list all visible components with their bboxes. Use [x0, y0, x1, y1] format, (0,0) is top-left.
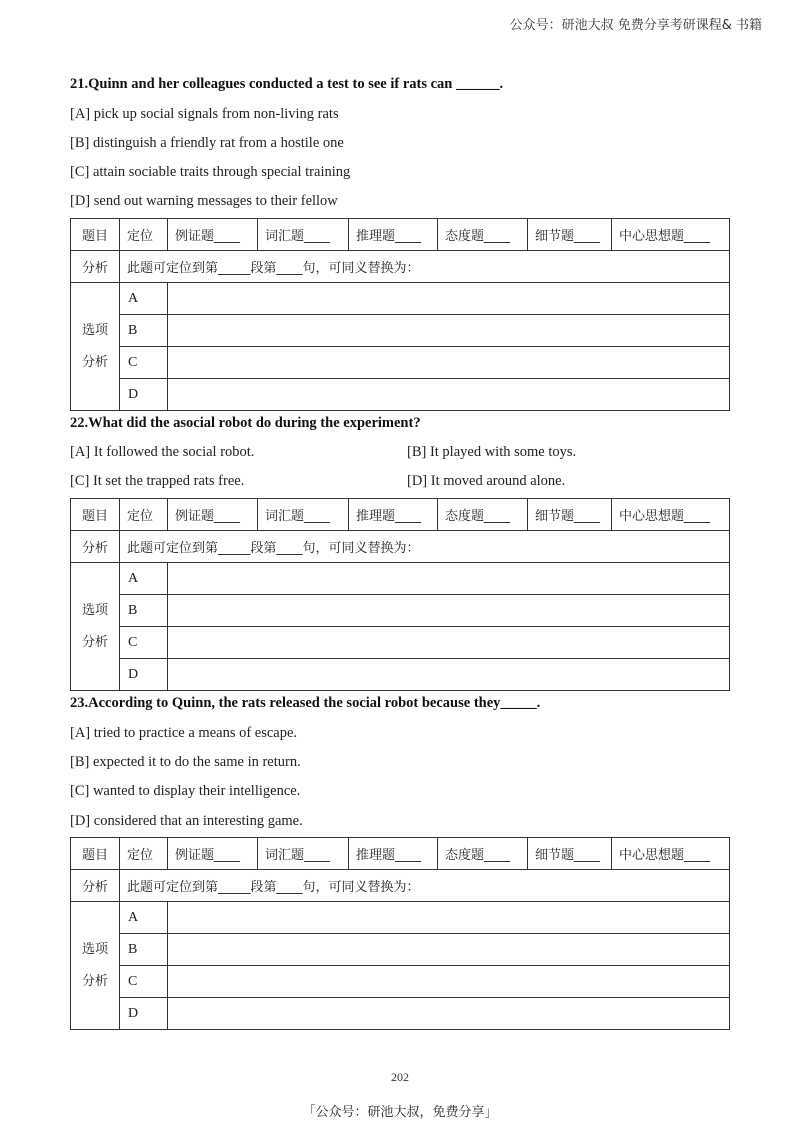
type-main-idea: 中心思想题____	[612, 219, 730, 251]
question-23-option-a: [A] tried to practice a means of escape.	[70, 725, 298, 741]
question-21-title: 21.Quinn and her colleagues conducted a test to see if rats can ______.	[70, 76, 504, 92]
option-d-answer-cell[interactable]	[168, 379, 730, 411]
type-locate: 定位	[120, 499, 168, 531]
option-c-answer-cell[interactable]	[168, 347, 730, 379]
label-cell: 分析	[71, 870, 120, 902]
type-example: 例证题____	[168, 219, 258, 251]
option-d-answer-cell[interactable]	[168, 998, 730, 1030]
question-23-option-b: [B] expected it to do the same in return.	[70, 754, 301, 770]
option-letter-c: C	[120, 627, 168, 659]
option-analysis-label: 选项 分析	[71, 283, 120, 411]
type-locate: 定位	[120, 219, 168, 251]
option-letter-a: A	[120, 563, 168, 595]
header-note: 公众号：研池大叔 免费分享考研课程& 书籍	[509, 18, 762, 33]
question-22-option-c: [C] It set the trapped rats free.	[70, 473, 245, 489]
type-main-idea: 中心思想题____	[612, 838, 730, 870]
option-analysis-label: 选项 分析	[71, 563, 120, 691]
type-detail: 细节题____	[528, 219, 612, 251]
question-21-option-d: [D] send out warning messages to their fellow	[70, 193, 338, 209]
option-letter-c: C	[120, 347, 168, 379]
question-23-title: 23.According to Quinn, the rats released the social robot because they_____.	[70, 695, 541, 711]
question-22-option-d: [D] It moved around alone.	[407, 473, 566, 489]
type-example: 例证题____	[168, 499, 258, 531]
question-22-title: 22.What did the asocial robot do during the experiment?	[70, 415, 421, 431]
type-vocabulary: 词汇题____	[258, 219, 349, 251]
question-22-option-a: [A] It followed the social robot.	[70, 444, 255, 460]
label-cell: 题目	[71, 219, 120, 251]
question-21-option-b: [B] distinguish a friendly rat from a hostile one	[70, 135, 344, 151]
option-letter-b: B	[120, 595, 168, 627]
label-cell: 题目	[71, 499, 120, 531]
analysis-table-22	[70, 498, 730, 691]
label-cell: 分析	[71, 531, 120, 563]
type-main-idea: 中心思想题____	[612, 499, 730, 531]
type-example: 例证题____	[168, 838, 258, 870]
option-letter-a: A	[120, 902, 168, 934]
question-21-option-c: [C] attain sociable traits through special training	[70, 164, 351, 180]
option-letter-a: A	[120, 283, 168, 315]
footer-note: 「公众号：研池大叔，免费分享」	[302, 1105, 498, 1120]
type-detail: 细节题____	[528, 499, 612, 531]
option-letter-c: C	[120, 966, 168, 998]
type-vocabulary: 词汇题____	[258, 499, 349, 531]
option-letter-b: B	[120, 315, 168, 347]
option-letter-d: D	[120, 379, 168, 411]
analysis-table-23	[70, 837, 730, 1030]
question-23-option-c: [C] wanted to display their intelligence.	[70, 783, 301, 799]
page-number: 202	[391, 1070, 409, 1084]
type-attitude: 态度题____	[438, 499, 528, 531]
type-vocabulary: 词汇题____	[258, 838, 349, 870]
option-b-answer-cell[interactable]	[168, 934, 730, 966]
analysis-table-21	[70, 218, 730, 411]
locate-text: 此题可定位到第_____段第____句，可同义替换为：	[120, 531, 730, 563]
option-letter-b: B	[120, 934, 168, 966]
option-c-answer-cell[interactable]	[168, 966, 730, 998]
type-inference: 推理题____	[349, 219, 438, 251]
option-d-answer-cell[interactable]	[168, 659, 730, 691]
option-a-answer-cell[interactable]	[168, 902, 730, 934]
option-c-answer-cell[interactable]	[168, 627, 730, 659]
option-b-answer-cell[interactable]	[168, 315, 730, 347]
locate-text: 此题可定位到第_____段第____句，可同义替换为：	[120, 251, 730, 283]
label-cell: 分析	[71, 251, 120, 283]
type-attitude: 态度题____	[438, 219, 528, 251]
type-inference: 推理题____	[349, 499, 438, 531]
type-locate: 定位	[120, 838, 168, 870]
option-letter-d: D	[120, 659, 168, 691]
option-letter-d: D	[120, 998, 168, 1030]
option-a-answer-cell[interactable]	[168, 283, 730, 315]
type-attitude: 态度题____	[438, 838, 528, 870]
locate-text: 此题可定位到第_____段第____句，可同义替换为：	[120, 870, 730, 902]
question-23-option-d: [D] considered that an interesting game.	[70, 813, 303, 829]
option-analysis-label: 选项 分析	[71, 902, 120, 1030]
question-22-option-b: [B] It played with some toys.	[407, 444, 577, 460]
label-cell: 题目	[71, 838, 120, 870]
option-a-answer-cell[interactable]	[168, 563, 730, 595]
option-b-answer-cell[interactable]	[168, 595, 730, 627]
type-detail: 细节题____	[528, 838, 612, 870]
type-inference: 推理题____	[349, 838, 438, 870]
question-21-option-a: [A] pick up social signals from non-living rats	[70, 106, 339, 122]
